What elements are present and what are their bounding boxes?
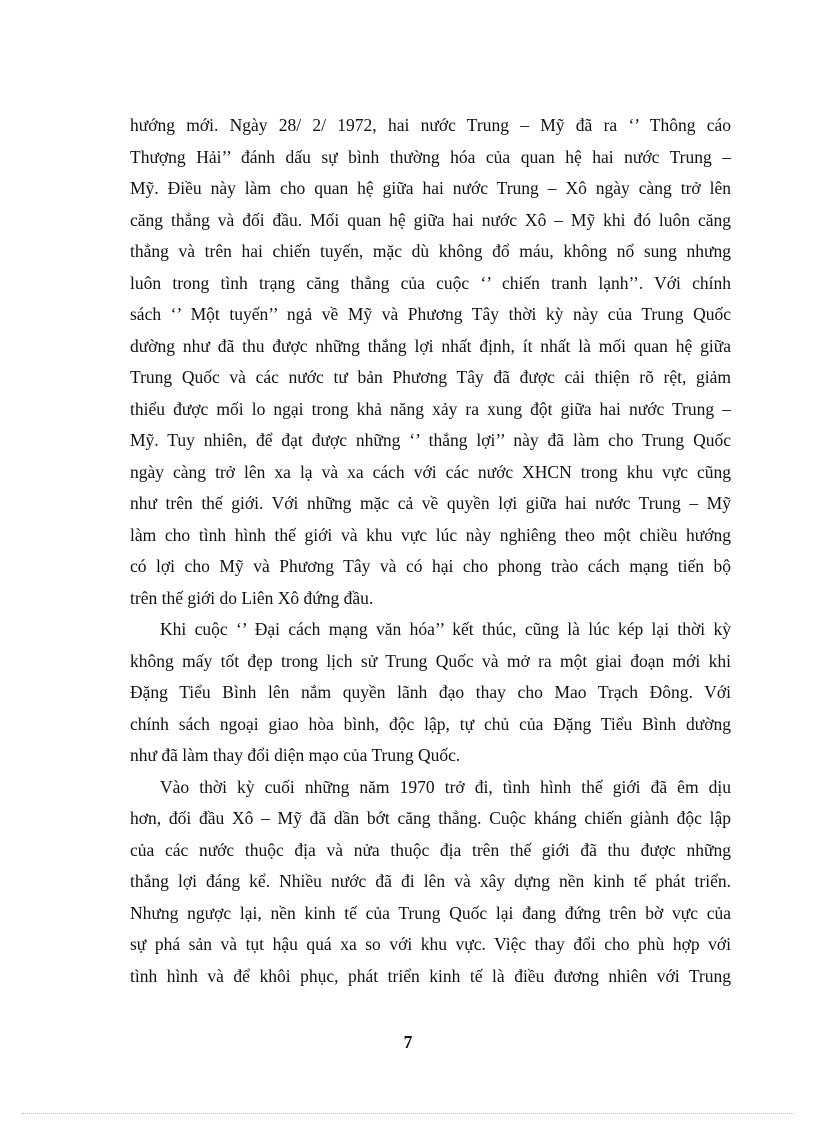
text-line: thiểu được mối lo ngại trong khả năng xảy ra xung đột giữa hai nước Trung – (130, 398, 731, 419)
text-line: dường như đã thu được những thắng lợi nhất định, ít nhất là mối quan hệ giữa (130, 335, 731, 356)
text-line: sự phá sản và tụt hậu quá xa so với khu vực. Việc thay đổi cho phù hợp với (130, 934, 731, 954)
paragraph (130, 772, 731, 993)
text-line: ngày càng trở lên xa lạ và xa cách với các nước XHCN trong khu vực cũng (130, 461, 731, 482)
text-line: sách ‘’ Một tuyến’’ ngả về Mỹ và Phương Tây thời kỳ này của Trung Quốc (130, 304, 731, 324)
text-line: có lợi cho Mỹ và Phương Tây và có hại cho phong trào cách mạng tiến bộ (130, 556, 731, 576)
paragraph (130, 110, 731, 614)
page-bottom-border (22, 1113, 794, 1114)
text-line: Mỹ. Điều này làm cho quan hệ giữa hai nước Trung – Xô ngày càng trở lên (130, 178, 731, 198)
text-line: Khi cuộc ‘’ Đại cách mạng văn hóa’’ kết thúc, cũng là lúc kép lại thời kỳ (160, 619, 731, 639)
text-line: không mấy tốt đẹp trong lịch sử Trung Quốc và mở ra một giai đoạn mới khi (130, 650, 731, 671)
text-line: Thượng Hải’’ đánh dấu sự bình thường hóa của quan hệ hai nước Trung – (130, 146, 731, 167)
text-line: Nhưng ngược lại, nền kinh tế của Trung Quốc lại đang đứng trên bờ vực của (130, 902, 731, 923)
page-number: 7 (403, 1032, 413, 1052)
text-line: như đã làm thay đổi diện mạo của Trung Quốc. (130, 745, 461, 765)
text-line: thẳng và trên hai chiến tuyến, mặc dù không đổ máu, không nổ sung nhưng (130, 241, 731, 261)
text-line: tình hình và để khôi phục, phát triển kinh tế là điều đương nhiên với Trung (130, 965, 731, 986)
text-line: làm cho tình hình thế giới và khu vực lúc này nghiêng theo một chiều hướng (130, 524, 731, 545)
text-line: chính sách ngoại giao hòa bình, độc lập, tự chủ của Đặng Tiểu Bình dường (130, 713, 731, 734)
text-line: trên thế giới do Liên Xô đứng đầu. (130, 587, 374, 608)
text-line: như trên thế giới. Với những mặc cả về quyền lợi giữa hai nước Trung – Mỹ (130, 493, 731, 513)
paragraph (130, 614, 731, 772)
text-line: Đặng Tiểu Bình lên nắm quyền lãnh đạo thay cho Mao Trạch Đông. Với (130, 682, 731, 702)
text-line: của các nước thuộc địa và nửa thuộc địa trên thế giới đã thu được những (130, 839, 731, 860)
text-line: luôn trong tình trạng căng thẳng của cuộc ‘’ chiến tranh lạnh’’. Với chính (130, 272, 731, 293)
text-line: hướng mới. Ngày 28/ 2/ 1972, hai nước Trung – Mỹ đã ra ‘’ Thông cáo (130, 115, 731, 135)
text-line: Trung Quốc và các nước tư bản Phương Tây đã được cải thiện rõ rệt, giảm (130, 367, 731, 387)
body-text (130, 110, 731, 992)
text-line: hơn, đối đầu Xô – Mỹ đã dần bớt căng thẳng. Cuộc kháng chiến giành độc lập (130, 808, 731, 828)
text-line: Vào thời kỳ cuối những năm 1970 trở đi, tình hình thế giới đã êm dịu (160, 776, 731, 797)
text-line: Mỹ. Tuy nhiên, để đạt được những ‘’ thắng lợi’’ này đã làm cho Trung Quốc (130, 430, 731, 450)
text-line: căng thẳng và đối đầu. Mối quan hệ giữa hai nước Xô – Mỹ khi đó luôn căng (130, 209, 731, 230)
text-line: thắng lợi đáng kể. Nhiều nước đã đi lên và xây dựng nền kinh tế phát triển. (130, 871, 731, 891)
